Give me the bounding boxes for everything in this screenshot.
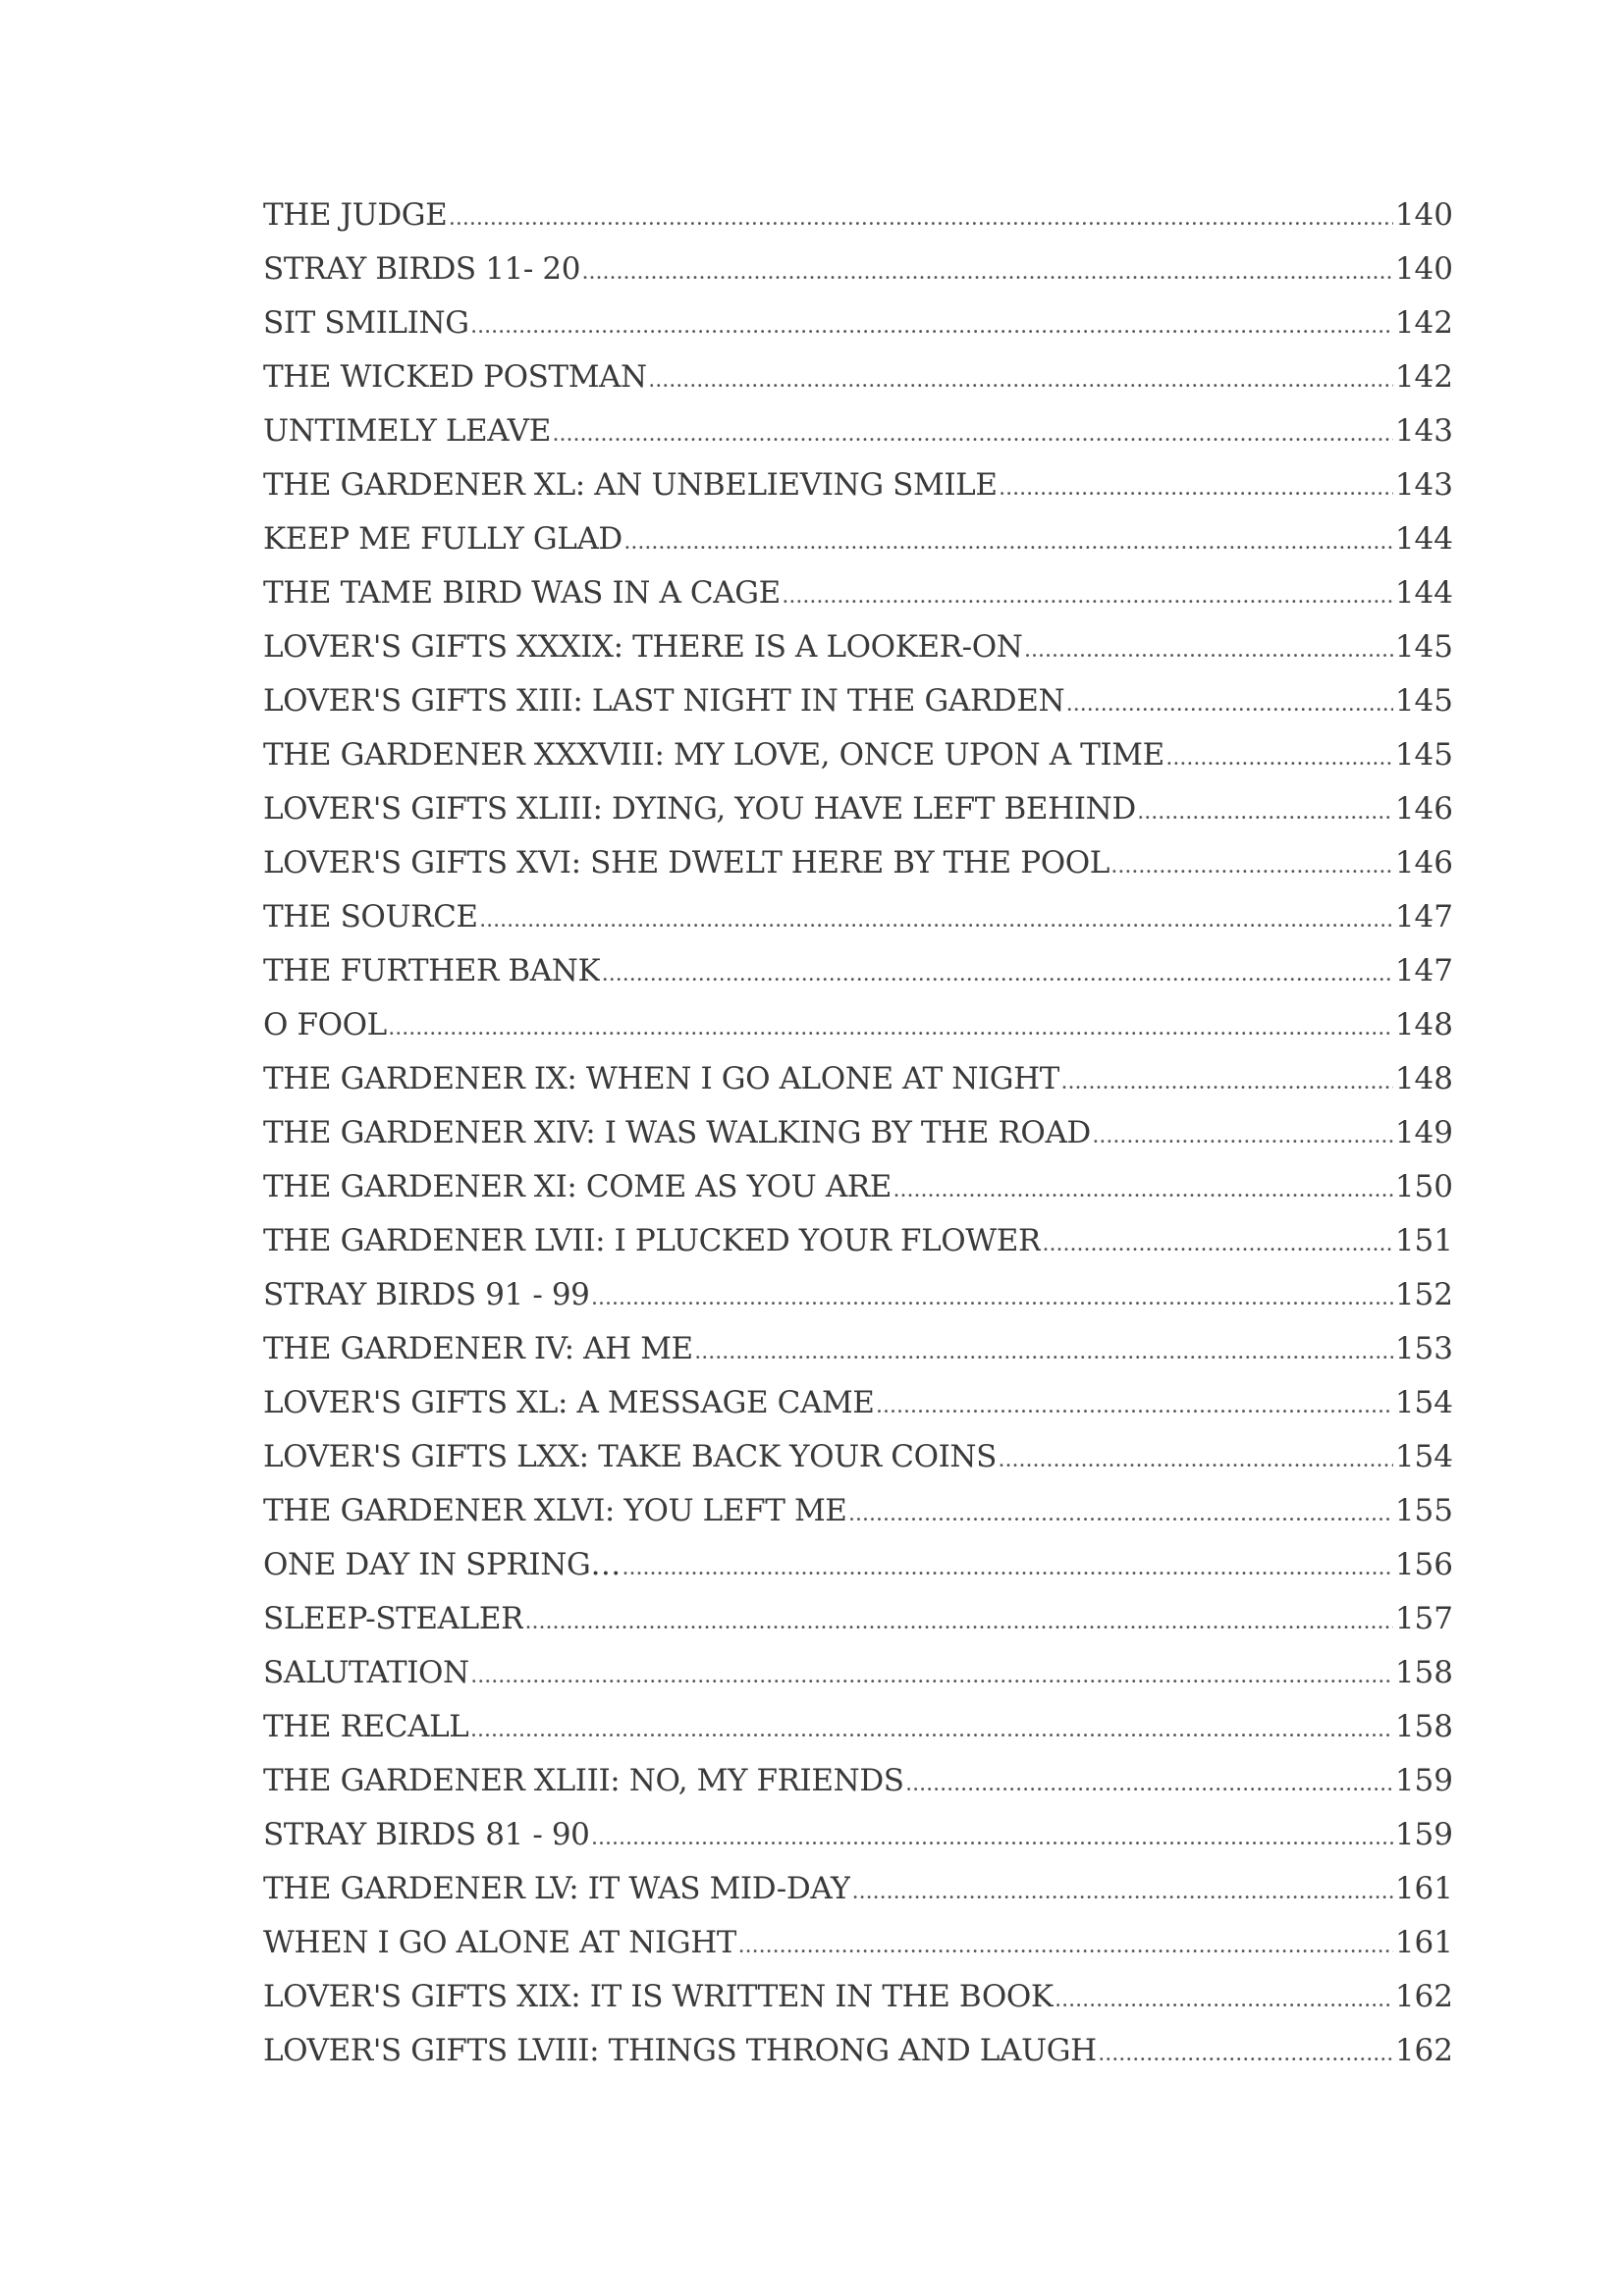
toc-entry[interactable] (263, 998, 1453, 1052)
toc-entry[interactable] (263, 1052, 1453, 1106)
toc-entry[interactable] (263, 1376, 1453, 1430)
toc-entry-title: WHEN I GO ALONE AT NIGHT (263, 1925, 737, 1960)
toc-entry-title: THE SOURCE (263, 899, 478, 934)
dot-leader (525, 1595, 1393, 1646)
dot-leader (783, 569, 1393, 620)
toc-entry[interactable] (263, 350, 1453, 404)
toc-entry[interactable] (263, 1484, 1453, 1538)
toc-entry-page-number: 154 (1394, 1439, 1453, 1474)
toc-entry-page-number: 146 (1394, 845, 1453, 881)
dot-leader (649, 353, 1393, 404)
toc-entry[interactable] (263, 1160, 1453, 1214)
toc-entry-page-number: 144 (1394, 521, 1453, 557)
toc-entry[interactable] (263, 1268, 1453, 1322)
toc-entry-title: THE GARDENER XXXVIII: MY LOVE, ONCE UPON A TIME (263, 737, 1164, 773)
toc-entry-title: UNTIMELY LEAVE (263, 413, 551, 449)
toc-entry-title: THE GARDENER XLIII: NO, MY FRIENDS (263, 1763, 904, 1798)
toc-entry-title: THE WICKED POSTMAN (263, 359, 647, 395)
toc-entry[interactable] (263, 1862, 1453, 1916)
toc-entry-title: LOVER'S GIFTS LVIII: THINGS THRONG AND LAUGH (263, 2033, 1097, 2068)
toc-entry-title: O FOOL (263, 1007, 387, 1042)
toc-entry[interactable] (263, 512, 1453, 566)
toc-entry[interactable] (263, 1754, 1453, 1808)
toc-entry[interactable] (263, 1592, 1453, 1646)
dot-leader (1093, 1109, 1393, 1160)
toc-entry[interactable] (263, 242, 1453, 296)
toc-entry-page-number: 149 (1394, 1115, 1453, 1150)
dot-leader (471, 299, 1393, 350)
dot-leader (602, 947, 1393, 998)
dot-leader (1055, 1973, 1393, 2024)
toc-entry-title: THE GARDENER IX: WHEN I GO ALONE AT NIGHT (263, 1061, 1060, 1096)
toc-entry-page-number: 157 (1394, 1601, 1453, 1636)
toc-entry[interactable] (263, 188, 1453, 242)
toc-entry-title: LOVER'S GIFTS XL: A MESSAGE CAME (263, 1385, 875, 1420)
toc-entry-title: STRAY BIRDS 91 - 99 (263, 1277, 590, 1312)
toc-entry-page-number: 145 (1394, 683, 1453, 719)
toc-entry-title: THE GARDENER XL: AN UNBELIEVING SMILE (263, 467, 998, 503)
dot-leader (738, 1919, 1393, 1970)
dot-leader (471, 1649, 1393, 1700)
dot-leader (1099, 2027, 1393, 2078)
toc-entry-page-number: 147 (1394, 899, 1453, 934)
dot-leader (389, 1001, 1393, 1052)
toc-entry[interactable] (263, 458, 1453, 512)
dot-leader (1000, 461, 1393, 512)
dot-leader (1066, 677, 1393, 728)
toc-entry-page-number: 142 (1394, 359, 1453, 395)
toc-entry[interactable] (263, 2024, 1453, 2078)
toc-entry[interactable] (263, 890, 1453, 944)
toc-entry[interactable] (263, 1538, 1453, 1592)
toc-entry-title: THE GARDENER IV: AH ME (263, 1331, 693, 1366)
toc-entry-page-number: 158 (1394, 1655, 1453, 1690)
dot-leader (1024, 623, 1392, 674)
toc-entry-page-number: 161 (1394, 1871, 1453, 1906)
dot-leader (1061, 1055, 1393, 1106)
toc-entry[interactable] (263, 1322, 1453, 1376)
toc-entry[interactable] (263, 836, 1453, 890)
toc-entry-page-number: 153 (1394, 1331, 1453, 1366)
dot-leader (1111, 839, 1393, 890)
toc-entry[interactable] (263, 728, 1453, 782)
toc-entry[interactable] (263, 620, 1453, 674)
toc-entry-page-number: 140 (1394, 251, 1453, 287)
toc-entry-title: THE GARDENER XIV: I WAS WALKING BY THE ROAD (263, 1115, 1091, 1150)
toc-entry-title: LOVER'S GIFTS XIX: IT IS WRITTEN IN THE BOOK (263, 1979, 1054, 2014)
toc-entry-page-number: 152 (1394, 1277, 1453, 1312)
dot-leader (624, 515, 1393, 566)
toc-entry-title: ONE DAY IN SPRING… (263, 1547, 621, 1582)
dot-leader (592, 1811, 1393, 1862)
toc-entry-title: KEEP ME FULLY GLAD (263, 521, 622, 557)
dot-leader (877, 1379, 1393, 1430)
toc-entry-page-number: 161 (1394, 1925, 1453, 1960)
toc-entry[interactable] (263, 1970, 1453, 2024)
toc-entry-title: STRAY BIRDS 11- 20 (263, 251, 581, 287)
toc-entry-page-number: 159 (1394, 1763, 1453, 1798)
toc-entry-page-number: 145 (1394, 629, 1453, 665)
dot-leader (999, 1433, 1393, 1484)
toc-entry[interactable] (263, 944, 1453, 998)
toc-entry-page-number: 156 (1394, 1547, 1453, 1582)
toc-entry-title: LOVER'S GIFTS XXXIX: THERE IS A LOOKER-ON (263, 629, 1023, 665)
toc-entry-title: THE GARDENER LV: IT WAS MID-DAY (263, 1871, 851, 1906)
toc-entry[interactable] (263, 1916, 1453, 1970)
toc-entry-title: THE GARDENER XLVI: YOU LEFT ME (263, 1493, 847, 1528)
toc-entry-page-number: 148 (1394, 1007, 1453, 1042)
dot-leader (906, 1757, 1393, 1808)
toc-entry-title: SLEEP-STEALER (263, 1601, 524, 1636)
toc-entry-title: SALUTATION (263, 1655, 469, 1690)
toc-entry[interactable] (263, 1430, 1453, 1484)
dot-leader (893, 1163, 1393, 1214)
dot-leader (1043, 1217, 1393, 1268)
toc-entry-title: THE TAME BIRD WAS IN A CAGE (263, 575, 781, 611)
toc-entry-page-number: 143 (1394, 413, 1453, 449)
dot-leader (582, 245, 1393, 296)
toc-entry-title: THE JUDGE (263, 197, 448, 233)
toc-entry[interactable] (263, 1808, 1453, 1862)
dot-leader (480, 893, 1393, 944)
toc-entry[interactable] (263, 1214, 1453, 1268)
toc-entry-title: LOVER'S GIFTS LXX: TAKE BACK YOUR COINS (263, 1439, 997, 1474)
dot-leader (592, 1271, 1393, 1322)
toc-entry-title: LOVER'S GIFTS XIII: LAST NIGHT IN THE GARDEN (263, 683, 1065, 719)
toc-entry-title: LOVER'S GIFTS XLIII: DYING, YOU HAVE LEFT BEHIND (263, 791, 1136, 827)
toc-entry-page-number: 144 (1394, 575, 1453, 611)
toc-entry-page-number: 145 (1394, 737, 1453, 773)
toc-entry-page-number: 147 (1394, 953, 1453, 988)
toc-entry[interactable] (263, 296, 1453, 350)
toc-entry-page-number: 150 (1394, 1169, 1453, 1204)
dot-leader (852, 1865, 1393, 1916)
toc-entry[interactable] (263, 1646, 1453, 1700)
toc-entry-page-number: 142 (1394, 305, 1453, 341)
toc-entry-title: STRAY BIRDS 81 - 90 (263, 1817, 590, 1852)
toc-entry-page-number: 146 (1394, 791, 1453, 827)
dot-leader (695, 1325, 1393, 1376)
toc-entry-title: LOVER'S GIFTS XVI: SHE DWELT HERE BY THE POOL (263, 845, 1109, 881)
toc-entry[interactable] (263, 674, 1453, 728)
dot-leader (849, 1487, 1393, 1538)
toc-entry-page-number: 154 (1394, 1385, 1453, 1420)
toc-entry-title: THE GARDENER XI: COME AS YOU ARE (263, 1169, 892, 1204)
toc-entry-title: THE FURTHER BANK (263, 953, 601, 988)
toc-entry-page-number: 151 (1394, 1223, 1453, 1258)
toc-entry-page-number: 155 (1394, 1493, 1453, 1528)
toc-entry-page-number: 162 (1394, 1979, 1453, 2014)
table-of-contents (263, 188, 1453, 2078)
toc-entry[interactable] (263, 1106, 1453, 1160)
toc-entry-page-number: 162 (1394, 2033, 1453, 2068)
dot-leader (449, 191, 1392, 242)
toc-entry-page-number: 143 (1394, 467, 1453, 503)
toc-entry[interactable] (263, 782, 1453, 836)
toc-entry-page-number: 140 (1394, 197, 1453, 233)
toc-entry-page-number: 148 (1394, 1061, 1453, 1096)
toc-entry[interactable] (263, 566, 1453, 620)
toc-entry[interactable] (263, 404, 1453, 458)
toc-entry-page-number: 158 (1394, 1709, 1453, 1744)
toc-entry-title: THE GARDENER LVII: I PLUCKED YOUR FLOWER (263, 1223, 1041, 1258)
dot-leader (553, 407, 1393, 458)
dot-leader (1166, 731, 1393, 782)
toc-entry-page-number: 159 (1394, 1817, 1453, 1852)
toc-entry[interactable] (263, 1700, 1453, 1754)
dot-leader (622, 1541, 1393, 1592)
dot-leader (1138, 785, 1393, 836)
toc-entry-title: SIT SMILING (263, 305, 469, 341)
toc-entry-title: THE RECALL (263, 1709, 469, 1744)
dot-leader (470, 1703, 1392, 1754)
